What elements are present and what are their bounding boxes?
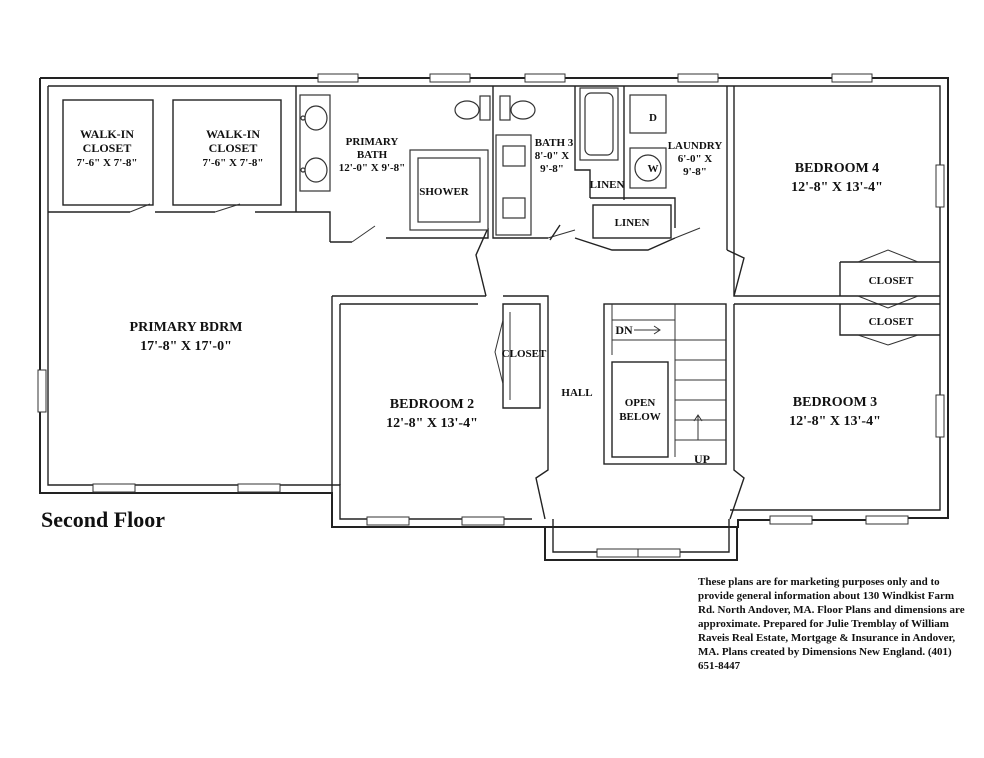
shower-label: SHOWER [419,186,469,198]
bedroom4-closet-label: CLOSET [868,275,914,287]
primary-bdrm-name: PRIMARY BDRM [129,320,243,335]
walkin-closet-2-name2: CLOSET [208,141,258,155]
walkin-closet-2-name: WALK-IN [205,127,261,141]
stairs-up-label: UP [694,452,710,466]
stairs-down-label: DN [615,323,633,337]
walkin-closet-1-name: WALK-IN [79,127,135,141]
bedroom3-closet-label: CLOSET [868,316,914,328]
bath3-dims1: 8'-0" X [534,150,570,162]
bedroom2-name: BEDROOM 2 [389,397,475,412]
linen-2-label: LINEN [614,217,650,229]
bedroom4-dims: 12'-8" X 13'-4" [791,180,883,195]
walkin-closet-1-dims: 7'-6" X 7'-8" [76,157,138,169]
walkin-closet-2-dims: 7'-6" X 7'-8" [202,157,264,169]
bedroom2-dims: 12'-8" X 13'-4" [386,416,478,431]
bedroom4-name: BEDROOM 4 [794,161,880,176]
linen-1-label: LINEN [589,179,625,191]
bath3-name: BATH 3 [534,137,574,149]
dryer-label: D [649,112,657,124]
bedroom3-dims: 12'-8" X 13'-4" [789,414,881,429]
open-below-name2: BELOW [619,411,661,423]
bedroom2-closet-label: CLOSET [501,348,547,360]
room-labels [76,112,914,466]
bath3-dims2: 9'-8" [540,163,564,175]
primary-bath-name: PRIMARY [345,136,399,148]
floor-title: Second Floor [41,507,166,532]
bedroom3-name: BEDROOM 3 [792,395,878,410]
exterior-walls [40,78,948,560]
primary-bdrm-dims: 17'-8" X 17'-0" [140,339,232,354]
washer-label: W [647,163,659,175]
interior-walls [48,86,940,519]
open-below-name: OPEN [624,397,656,409]
laundry-name: LAUNDRY [667,140,723,152]
primary-bath-dims: 12'-0" X 9'-8" [338,162,406,174]
laundry-dims2: 9'-8" [683,166,707,178]
hall-label: HALL [561,387,593,399]
disclaimer-note: These plans are for marketing purposes only and to provide general information about 130 Windkist Farm Rd. North Andover, MA. Floor Plans and dimensions are approximate. Prepared for Julie Tremblay of William Raveis Real Estate, Mortgage & Insurance in Andover, MA. Plans created by Dimensions New England. (401) 651-8447 [698,576,965,672]
walkin-closet-1-name2: CLOSET [82,141,132,155]
laundry-dims1: 6'-0" X [677,153,713,165]
primary-bath-name2: BATH [356,149,388,161]
